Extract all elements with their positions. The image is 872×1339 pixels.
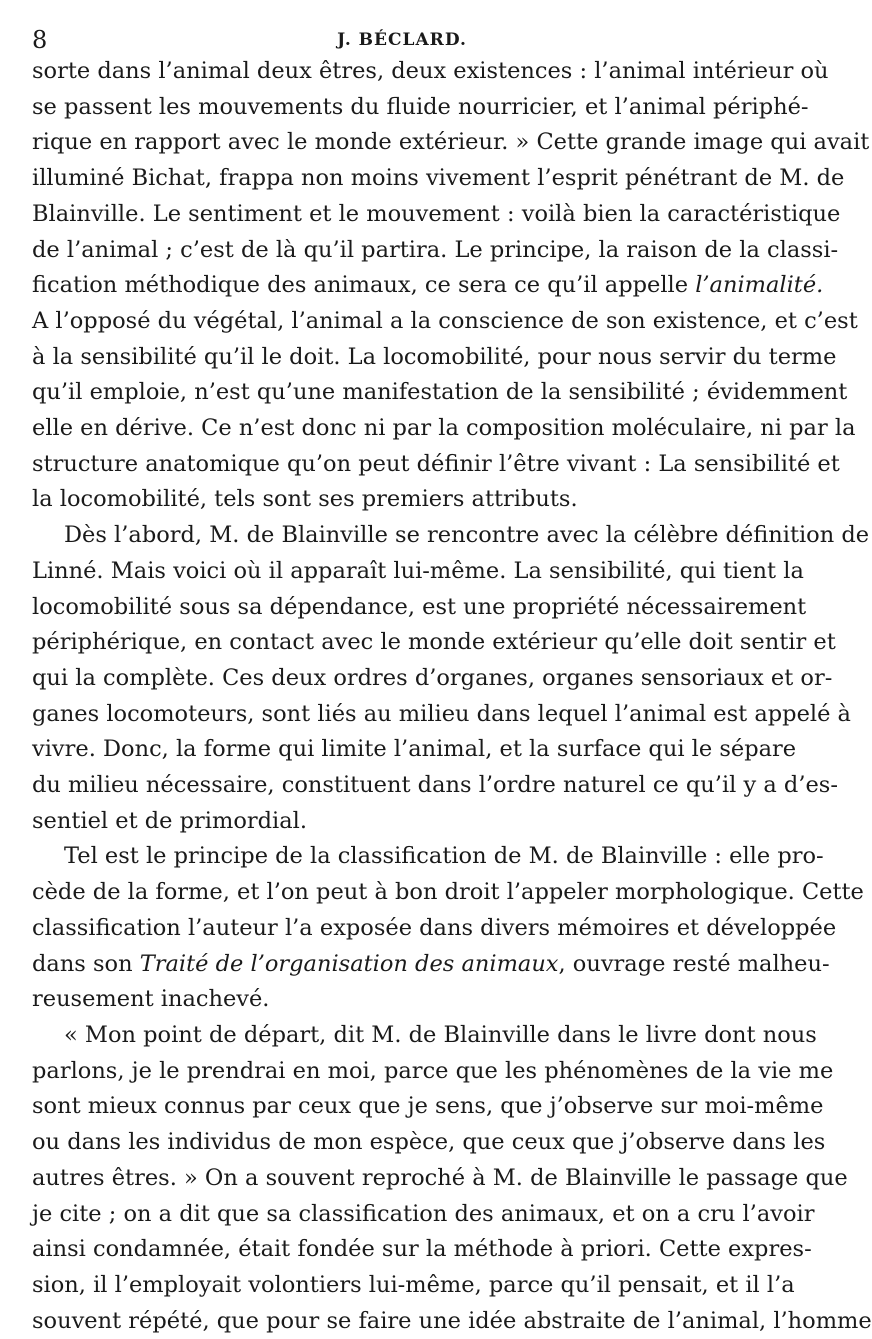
paragraph-4 <box>32 1018 872 1339</box>
text-line: périphérique, en contact avec le monde extérieur qu’elle doit sentir et <box>32 629 836 656</box>
italic-book-title: Traité de l’organisation des animaux <box>139 950 559 977</box>
paragraph-1 <box>32 54 870 518</box>
italic-term: l’animalité. <box>695 272 824 299</box>
text-line: du milieu nécessaire, constituent dans l’ordre naturel ce qu’il y a d’es- <box>32 772 838 799</box>
text-line: elle en dérive. Ce n’est donc ni par la composition moléculaire, ni par la <box>32 415 856 442</box>
text-line: « Mon point de départ, dit M. de Blainville dans le livre dont nous <box>64 1021 817 1048</box>
text-line: qu’il emploie, n’est qu’une manifestation de la sensibilité ; évidemment <box>32 379 848 406</box>
text-line: ganes locomoteurs, sont liés au milieu dans lequel l’animal est appelé à <box>32 700 851 727</box>
text-line: A l’opposé du végétal, l’animal a la conscience de son existence, et c’est <box>32 307 858 334</box>
text-line: illuminé Bichat, frappa non moins vivement l’esprit pénétrant de M. de <box>32 165 845 192</box>
text-line: Linné. Mais voici où il apparaît lui-même. La sensibilité, qui tient la <box>32 557 804 584</box>
text-line: je cite ; on a dit que sa classification des animaux, et on a cru l’avoir <box>32 1200 815 1227</box>
paragraph-3 <box>32 839 864 1018</box>
text-line: structure anatomique qu’on peut définir l’être vivant : La sensibilité et <box>32 450 840 477</box>
text-line <box>32 268 824 304</box>
text-line: souvent répété, que pour se faire une idée abstraite de l’animal, l’homme <box>32 1307 872 1334</box>
text-line: se passent les mouvements du fluide nourricier, et l’animal périphé- <box>32 93 809 120</box>
running-title: J. BÉCLARD. <box>337 30 467 50</box>
text-line: rique en rapport avec le monde extérieur. » Cette grande image qui avait <box>32 129 870 156</box>
paragraph-2 <box>32 518 870 839</box>
text-line: sion, il l’employait volontiers lui-même, parce qu’il pensait, et il l’a <box>32 1271 795 1298</box>
text-segment: dans son <box>32 950 140 977</box>
text-line: ou dans les individus de mon espèce, que ceux que j’observe dans les <box>32 1129 826 1156</box>
text-line <box>32 947 830 983</box>
text-line: la locomobilité, tels sont ses premiers attributs. <box>32 486 578 513</box>
text-line: Blainville. Le sentiment et le mouvement : voilà bien la caractéristique <box>32 200 841 227</box>
text-line: parlons, je le prendrai en moi, parce que les phénomènes de la vie me <box>32 1057 834 1084</box>
body-text <box>32 54 872 1339</box>
text-segment: , ouvrage resté malheu- <box>558 950 830 977</box>
text-line: sont mieux connus par ceux que je sens, que j’observe sur moi-même <box>32 1093 824 1120</box>
text-line: classification l’auteur l’a exposée dans divers mémoires et développée <box>32 914 837 941</box>
text-line: locomobilité sous sa dépendance, est une propriété nécessairement <box>32 593 807 620</box>
page-number: 8 <box>32 26 48 54</box>
text-line: cède de la forme, et l’on peut à bon droit l’appeler morphologique. Cette <box>32 879 864 906</box>
text-line: Dès l’abord, M. de Blainville se rencontre avec la célèbre définition de <box>64 522 870 549</box>
running-header <box>32 22 772 52</box>
text-line: autres êtres. » On a souvent reproché à M. de Blainville le passage que <box>32 1164 848 1191</box>
text-segment: fication méthodique des animaux, ce sera ce qu’il appelle <box>32 272 696 299</box>
text-line: ainsi condamnée, était fondée sur la méthode à priori. Cette expres- <box>32 1236 812 1263</box>
text-line: qui la complète. Ces deux ordres d’organes, organes sensoriaux et or- <box>32 664 833 691</box>
text-line: vivre. Donc, la forme qui limite l’animal, et la surface qui le sépare <box>32 736 797 763</box>
text-line: sorte dans l’animal deux êtres, deux existences : l’animal intérieur où <box>32 58 829 84</box>
text-line: à la sensibilité qu’il le doit. La locomobilité, pour nous servir du terme <box>32 343 837 370</box>
text-line: sentiel et de primordial. <box>32 807 307 834</box>
text-line: reusement inachevé. <box>32 986 270 1013</box>
text-line: de l’animal ; c’est de là qu’il partira. Le principe, la raison de la classi- <box>32 236 839 263</box>
text-line: Tel est le principe de la classification de M. de Blainville : elle pro- <box>64 843 824 870</box>
